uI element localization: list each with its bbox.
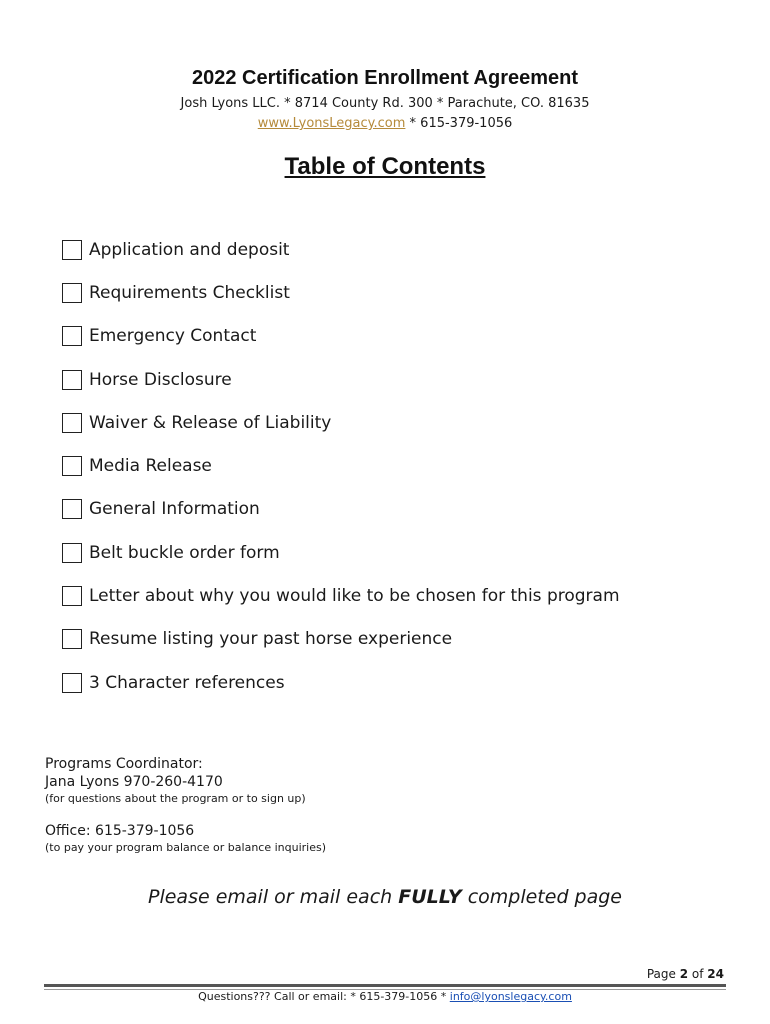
checklist-item-label: Horse Disclosure	[89, 369, 232, 390]
checklist-item	[62, 618, 620, 661]
checklist-item	[62, 574, 620, 617]
footer-text: Questions??? Call or email: * 615-379-1056 *	[198, 990, 450, 1003]
contact-line	[0, 114, 770, 134]
checklist-item-label: Waiver & Release of Liability	[89, 412, 332, 433]
coordinator-name-phone: Jana Lyons 970-260-4170	[45, 774, 223, 790]
closing-emphasis: FULLY	[398, 886, 462, 908]
company-address: Josh Lyons LLC. * 8714 County Rd. 300 * Parachute, CO. 81635	[180, 96, 590, 111]
website-link[interactable]: www.LyonsLegacy.com	[257, 116, 406, 131]
checklist-item	[62, 661, 620, 704]
checklist-item	[62, 358, 620, 401]
office-note: (to pay your program balance or balance inquiries)	[45, 841, 327, 854]
closing-instruction	[0, 886, 770, 908]
checklist-item	[62, 228, 620, 271]
checkbox[interactable]	[62, 283, 82, 303]
coordinator-note: (for questions about the program or to sign up)	[45, 792, 306, 805]
document-title: 2022 Certification Enrollment Agreement	[191, 67, 579, 89]
checklist-item-label: Belt buckle order form	[89, 542, 280, 563]
checkbox[interactable]	[62, 326, 82, 346]
checkbox[interactable]	[62, 673, 82, 693]
checklist-item	[62, 271, 620, 314]
office-info	[45, 822, 326, 856]
page-number	[647, 967, 724, 981]
checkbox[interactable]	[62, 543, 82, 563]
page-current: 2	[679, 967, 689, 981]
checklist-item-label: Emergency Contact	[89, 326, 257, 347]
page-of: of	[688, 967, 708, 981]
closing-text-before: Please email or mail each	[148, 886, 399, 908]
checkbox[interactable]	[62, 629, 82, 649]
checklist-item	[62, 488, 620, 531]
checklist-item	[62, 531, 620, 574]
checklist-item	[62, 401, 620, 444]
checkbox[interactable]	[62, 413, 82, 433]
checklist-item	[62, 315, 620, 358]
checkbox[interactable]	[62, 499, 82, 519]
toc-title: Table of Contents	[284, 153, 486, 180]
coordinator-info	[45, 755, 306, 807]
page-total: 24	[707, 967, 724, 981]
checklist-item-label: Requirements Checklist	[89, 282, 290, 303]
checklist-item	[62, 444, 620, 487]
checklist-item-label: 3 Character references	[89, 672, 285, 693]
checklist-item-label: Application and deposit	[89, 239, 290, 260]
closing-text-after: completed page	[461, 886, 622, 908]
document-header	[0, 66, 770, 134]
office-phone: Office: 615-379-1056	[45, 823, 195, 839]
checklist-item-label: General Information	[89, 499, 260, 520]
checkbox[interactable]	[62, 456, 82, 476]
page-prefix: Page	[646, 967, 680, 981]
coordinator-label: Programs Coordinator:	[45, 756, 203, 772]
footer-email-link[interactable]: info@lyonslegacy.com	[449, 990, 572, 1003]
checkbox[interactable]	[62, 240, 82, 260]
toc-checklist	[62, 228, 620, 704]
header-phone: * 615-379-1056	[405, 116, 513, 131]
footer-divider	[44, 984, 726, 987]
checkbox[interactable]	[62, 370, 82, 390]
checkbox[interactable]	[62, 586, 82, 606]
page-footer	[0, 990, 770, 1003]
checklist-item-label: Media Release	[89, 456, 212, 477]
checklist-item-label: Resume listing your past horse experience	[89, 629, 453, 650]
checklist-item-label: Letter about why you would like to be chosen for this program	[89, 586, 620, 607]
